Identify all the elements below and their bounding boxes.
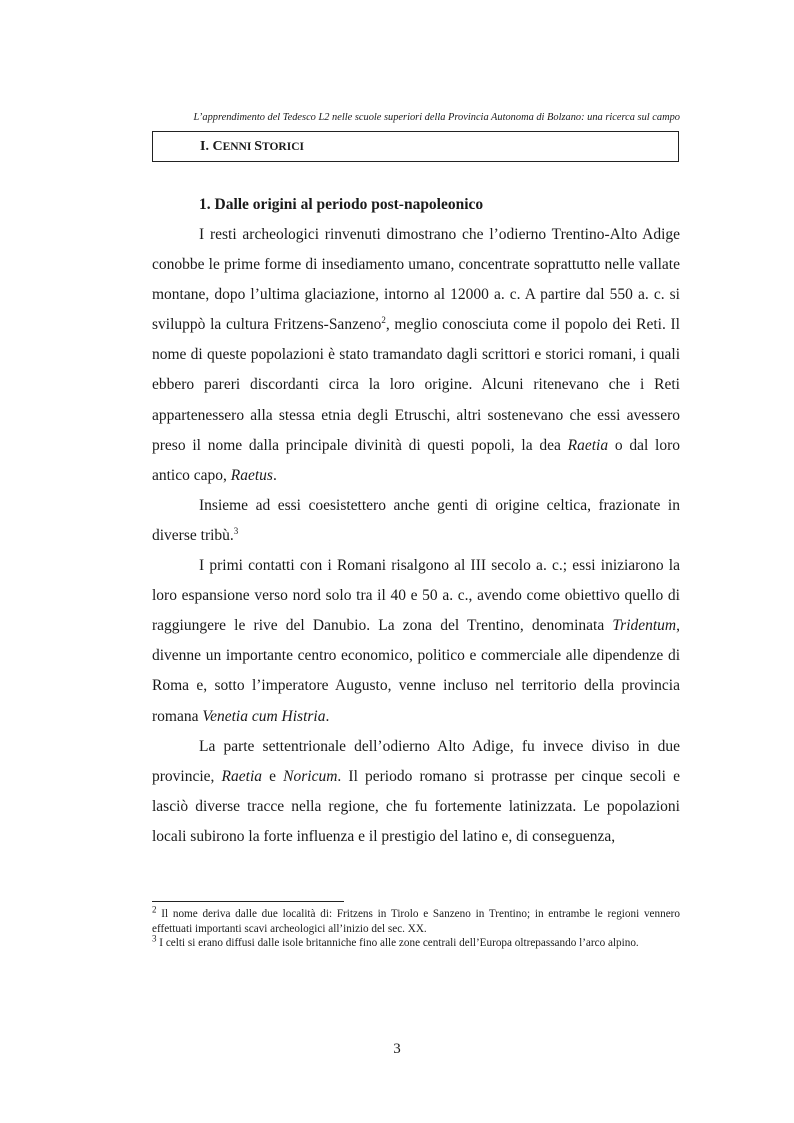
italic-term: Raetus [230,466,273,484]
text-run: e [262,767,284,785]
footnote-ref-3: 3 [233,525,239,536]
section-number: I. [200,139,209,154]
section-title-rest-2: TORICI [262,141,304,153]
paragraph [152,491,680,551]
section-title-rest-1: ENNI [222,141,255,153]
text-run: , divenne un importante centro economico, politico e commerciale alle dipendenze di Roma e, sotto l’imperatore Augusto, venne incluso nel territorio della provincia romana [152,617,680,725]
text-run: Insieme ad essi coesistettero anche genti di origine celtica, frazionate in diverse tribù. [152,496,680,544]
text-run: o dal loro antico capo, [152,436,680,484]
text-run: . [272,466,277,484]
italic-term: Noricum [283,767,338,785]
footnote-ref-2: 2 [381,315,386,326]
section-title [200,139,304,155]
text-run: , meglio conosciuta come il popolo dei Reti. Il nome di queste popolazioni è stato tramandato dagli scrittori e storici romani, i quali ebbero pareri discordanti circa la loro origine. Alcuni ritenevano che i Reti appartenessero alla stessa etnia degli Etruschi, altri sostenevano che essi avessero preso il nome dalla principale divinità di questi popoli, la dea [152,316,680,454]
text-run: I primi contatti con i Romani risalgono al III secolo a. c.; essi iniziarono la loro espansione verso nord solo tra il 40 e 50 a. c., avendo come obiettivo quello di raggiungere le rive del Danubio. La zona del Trentino, denominata [152,557,680,635]
footnotes [152,904,680,951]
page-number: 3 [393,1041,401,1057]
footnote-mark-3: 3 [152,933,157,944]
footnote-2 [152,904,680,936]
subsection-heading: 1. Dalle origini al periodo post-napoleonico [199,196,484,213]
paragraph [152,551,680,732]
paragraph [152,732,680,852]
italic-term: Tridentum [612,617,677,635]
footnote-text: I celti si erano diffusi dalle isole britanniche fino alle zone centrali dell’Europa oltrepassando l’arco alpino. [156,937,639,950]
body-text [152,220,680,852]
text-run: I resti archeologici rinvenuti dimostrano che l’odierno Trentino-Alto Adige conobbe le prime forme di insediamento umano, concentrate soprattutto nelle vallate montane, dopo l’ultima glaciazione, intorno al 12000 a. c. A partire dal 550 a. c. si sviluppò la cultura Fritzens-Sanzeno [152,226,680,334]
footnote-3 [152,933,680,951]
text-run: . Il periodo romano si protrasse per cinque secoli e lasciò diverse tracce nella regione, che fu fortemente latinizzata. Le popolazioni locali subirono la forte influenza e il prestigio del latino e, di conseguenza, [152,767,680,845]
section-title-initial-2: S [254,139,263,154]
footnote-mark-2: 2 [152,904,157,915]
section-title-initial-1: C [212,139,223,154]
italic-term: Venetia cum Histria [202,707,326,725]
running-header: L’apprendimento del Tedesco L2 nelle scuole superiori della Provincia Autonoma di Bolzano: una ricerca sul campo [193,112,680,123]
footnote-text: Il nome deriva dalle due località di: Fritzens in Tirolo e Sanzeno in Trentino; in entrambe le regioni vennero effettuati importanti scavi archeologici all’inizio del sec. XX. [152,908,680,935]
italic-term: Raetia [221,767,263,785]
section-heading-box [152,131,679,162]
italic-term: Raetia [567,436,609,454]
footnote-separator [152,901,344,902]
text-run: . [325,707,330,725]
text-run: La parte settentrionale dell’odierno Alto Adige, fu invece diviso in due provincie, [152,737,680,785]
paragraph [152,220,680,491]
